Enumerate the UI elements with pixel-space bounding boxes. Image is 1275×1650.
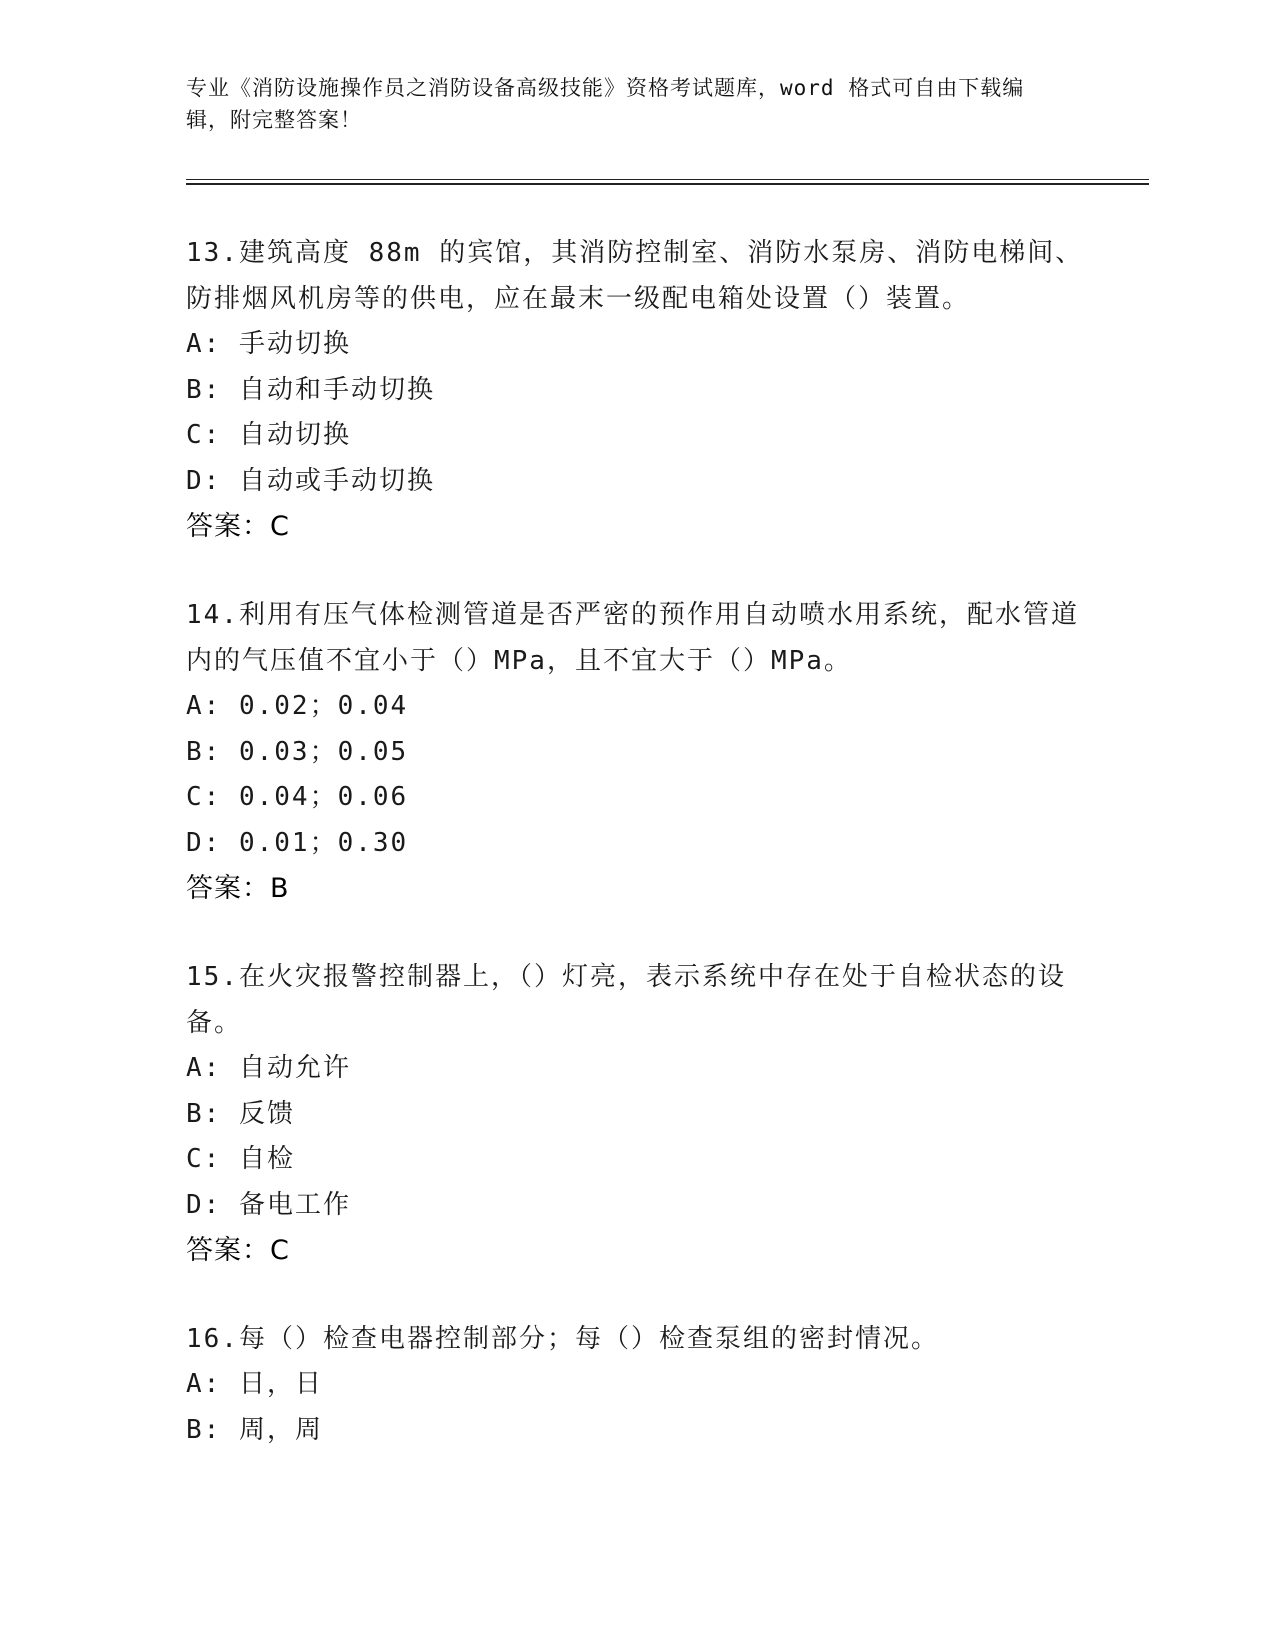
option-a: A: 0.02；0.04 bbox=[186, 691, 409, 721]
question-spacer bbox=[186, 550, 1086, 592]
option-b: B: 反馈 bbox=[186, 1098, 295, 1129]
option-b: B: 0.03；0.05 bbox=[186, 736, 409, 767]
question-spacer bbox=[186, 1274, 1086, 1316]
option-c: C: 自检 bbox=[186, 1144, 295, 1174]
header-intro-text: 专业《消防设施操作员之消防设备高级技能》资格考试题库，word 格式可自由下载编辑，附完整答案！ bbox=[186, 76, 1025, 132]
answer-line: 答案：C bbox=[186, 511, 290, 542]
option-a: A: 手动切换 bbox=[186, 329, 351, 359]
header-divider-thin bbox=[186, 179, 1149, 180]
question-text: 13.建筑高度 88m 的宾馆，其消防控制室、消防水泵房、消防电梯间、防排烟风机房等的供电，应在最末一级配电箱处设置（）装置。 bbox=[186, 238, 1084, 314]
question-text: 14.利用有压气体检测管道是否严密的预作用自动喷水用系统，配水管道内的气压值不宜小于（）MPa，且不宜大于（）MPa。 bbox=[186, 600, 1079, 676]
option-b: B: 自动和手动切换 bbox=[186, 374, 435, 405]
document-header bbox=[186, 72, 1066, 136]
question-text: 15.在火灾报警控制器上，（）灯亮，表示系统中存在处于自检状态的设备。 bbox=[186, 962, 1066, 1038]
question-14 bbox=[186, 592, 1086, 912]
option-c: C: 0.04；0.06 bbox=[186, 782, 409, 812]
header-divider-thick bbox=[186, 183, 1149, 185]
answer-line: 答案：C bbox=[186, 1235, 290, 1266]
option-d: D: 0.01；0.30 bbox=[186, 827, 409, 858]
option-a: A: 日，日 bbox=[186, 1369, 323, 1399]
option-d: D: 自动或手动切换 bbox=[186, 465, 435, 496]
option-c: C: 自动切换 bbox=[186, 420, 351, 450]
answer-line: 答案：B bbox=[186, 873, 290, 904]
question-15 bbox=[186, 954, 1086, 1274]
option-a: A: 自动允许 bbox=[186, 1053, 351, 1083]
option-b: B: 周，周 bbox=[186, 1414, 323, 1445]
question-spacer bbox=[186, 912, 1086, 954]
question-13 bbox=[186, 230, 1086, 550]
question-text: 16.每（）检查电器控制部分；每（）检查泵组的密封情况。 bbox=[186, 1324, 939, 1354]
option-d: D: 备电工作 bbox=[186, 1189, 351, 1220]
question-list bbox=[186, 230, 1086, 1453]
question-16 bbox=[186, 1316, 1086, 1453]
